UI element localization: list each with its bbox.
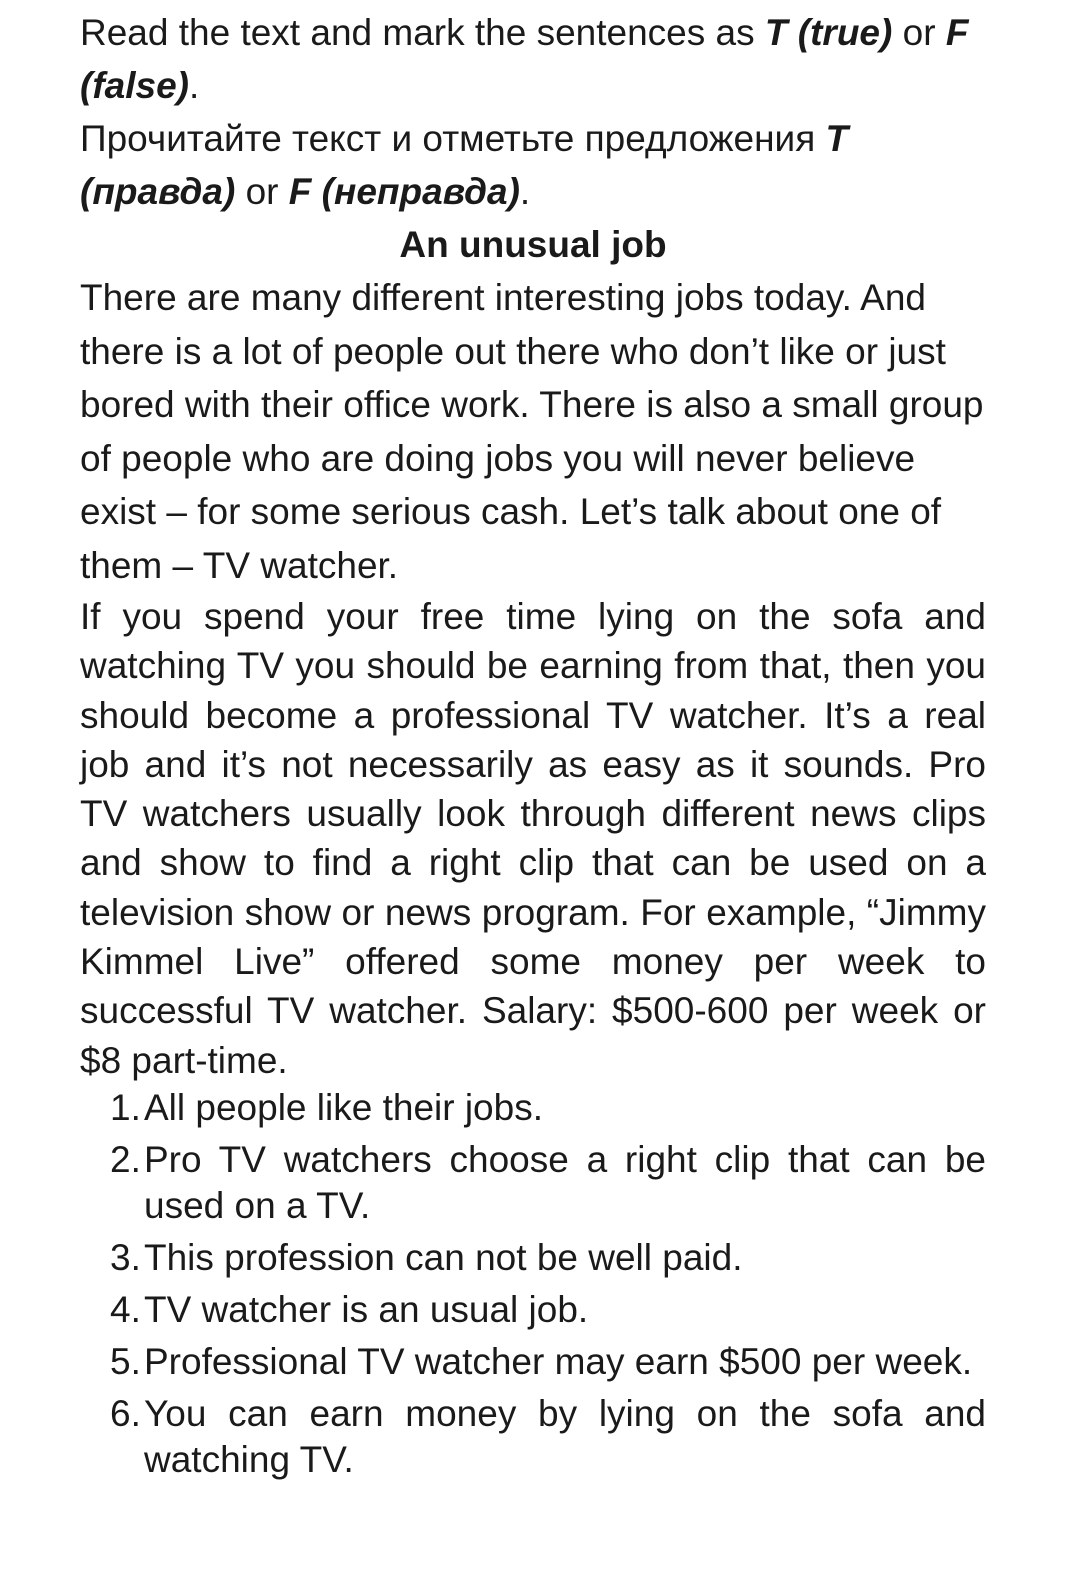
worksheet: [80, 6, 986, 1483]
statement-text: Professional TV watcher may earn $500 per week.: [144, 1340, 973, 1382]
statement-item: [80, 1235, 986, 1281]
instruction-russian-text: Прочитайте текст и отметьте предложения: [80, 118, 826, 159]
statement-item: [80, 1339, 986, 1385]
statement-number: 1.: [110, 1086, 141, 1128]
statement-number: 3.: [110, 1236, 141, 1278]
statement-text: This profession can not be well paid.: [144, 1236, 743, 1278]
statement-number: 6.: [110, 1392, 141, 1434]
paragraph-main: If you spend your free time lying on the sofa and watching TV you should be earning from that, then you should become a professional TV watcher. It’s a real job and it’s not necessarily as easy as it sounds. Pro TV watchers usually look through different news clips and show to find a right clip that can be used on a television show or news program. For example, “Jimmy Kimmel Live” offered some money per week to successful TV watcher. Salary: $500-600 per week or $8 part-time.: [80, 596, 986, 1081]
statement-number: 4.: [110, 1288, 141, 1330]
statement-item: [80, 1085, 986, 1131]
statement-item: [80, 1137, 986, 1229]
instruction-period: .: [188, 65, 200, 106]
statement-item: [80, 1391, 986, 1483]
paragraph-intro: There are many different interesting jobs today. And there is a lot of people out there who don’t like or just bored with their office work. There is also a small group of people who are doing jobs you will never believe exist – for some serious cash. Let’s talk about one of them – TV watcher.: [80, 277, 984, 586]
instruction-false-label: F (false): [80, 12, 969, 106]
instruction-russian-period: .: [519, 171, 531, 212]
instruction-russian: [80, 112, 986, 218]
statement-text: Pro TV watchers choose a right clip that can be used on a TV.: [144, 1138, 986, 1226]
instruction-or: or: [892, 12, 946, 53]
statement-text: All people like their jobs.: [144, 1086, 543, 1128]
statement-number: 5.: [110, 1340, 141, 1382]
statement-item: [80, 1287, 986, 1333]
instruction-english-text: Read the text and mark the sentences as: [80, 12, 765, 53]
instruction-english: [80, 6, 986, 112]
instruction-true-label: T (true): [764, 12, 893, 53]
text-title: An unusual job: [399, 224, 667, 265]
instruction-russian-or: or: [235, 171, 289, 212]
statement-text: TV watcher is an usual job.: [144, 1288, 589, 1330]
true-false-statements: [80, 1085, 986, 1483]
instruction-russian-false-label: F (неправда): [288, 171, 520, 212]
statement-text: You can earn money by lying on the sofa and watching TV.: [144, 1392, 986, 1480]
instruction-russian-true-label: T (правда): [80, 118, 849, 212]
statement-number: 2.: [110, 1138, 141, 1180]
